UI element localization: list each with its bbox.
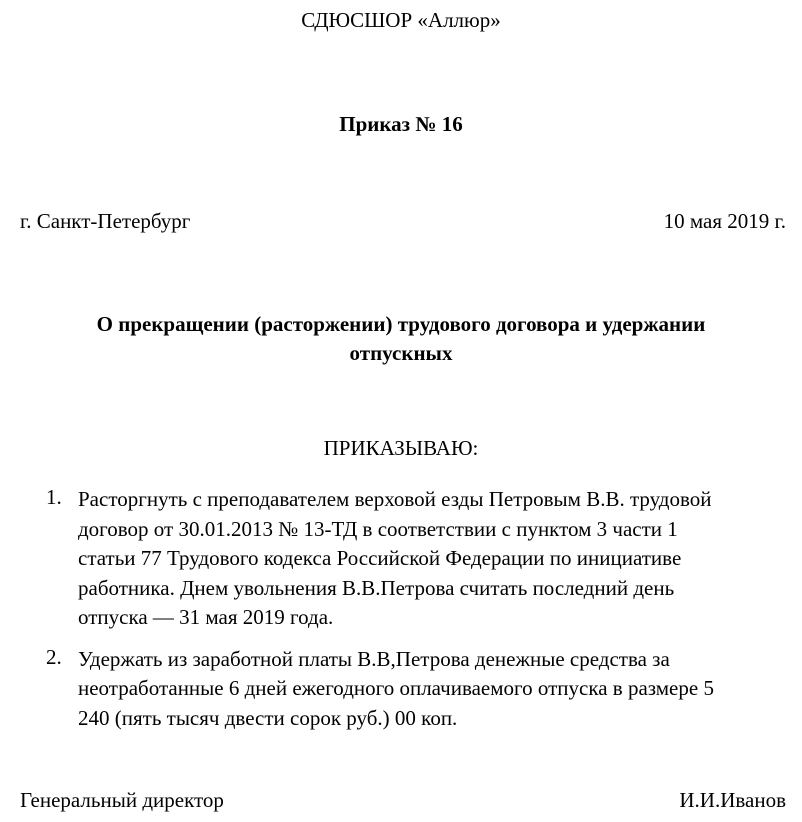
- order-item-line: работника. Днем увольнения В.В.Петрова считать последний день: [78, 575, 675, 600]
- decree-heading: ПРИКАЗЫВАЮ:: [323, 436, 479, 460]
- order-date: 10 мая 2019 г.: [663, 209, 786, 233]
- order-subject: [0, 310, 802, 368]
- order-item-line: Расторгнуть с преподавателем верховой езды Петровым В.В. трудовой: [78, 487, 712, 511]
- signer-name: И.И.Иванов: [679, 788, 786, 812]
- order-item-line: отпуска — 31 мая 2019 года.: [78, 605, 334, 629]
- order-item-line: неотработанные 6 дней ежегодного оплачиваемого отпуска в размере 5: [78, 676, 714, 700]
- order-item-line: Удержать из заработной платы В.В,Петрова денежные средства за: [78, 646, 670, 671]
- order-items-list: [0, 485, 802, 745]
- order-item-line: статьи 77 Трудового кодекса Российской Федерации по инициативе: [78, 546, 682, 570]
- order-item-number: 2.: [46, 644, 62, 669]
- signer-position: Генеральный директор: [20, 788, 224, 812]
- order-item-line: 240 (пять тысяч двести сорок руб.) 00 коп.: [78, 705, 458, 730]
- order-item-line: договор от 30.01.2013 № 13-ТД в соответствии с пунктом 3 части 1: [78, 516, 678, 541]
- order-subject-line: О прекращении (расторжении) трудового договора и удержании: [96, 312, 706, 336]
- order-item-text: [78, 645, 793, 734]
- order-city: г. Санкт-Петербург: [20, 209, 191, 233]
- order-item-number: 1.: [46, 485, 62, 509]
- order-item-text: [78, 485, 793, 633]
- order-item: [0, 645, 802, 734]
- organization-name: СДЮСШОР «Аллюр»: [301, 8, 501, 32]
- order-title: Приказ № 16: [339, 112, 463, 136]
- order-subject-line: отпускных: [349, 341, 453, 365]
- order-item: [0, 485, 802, 633]
